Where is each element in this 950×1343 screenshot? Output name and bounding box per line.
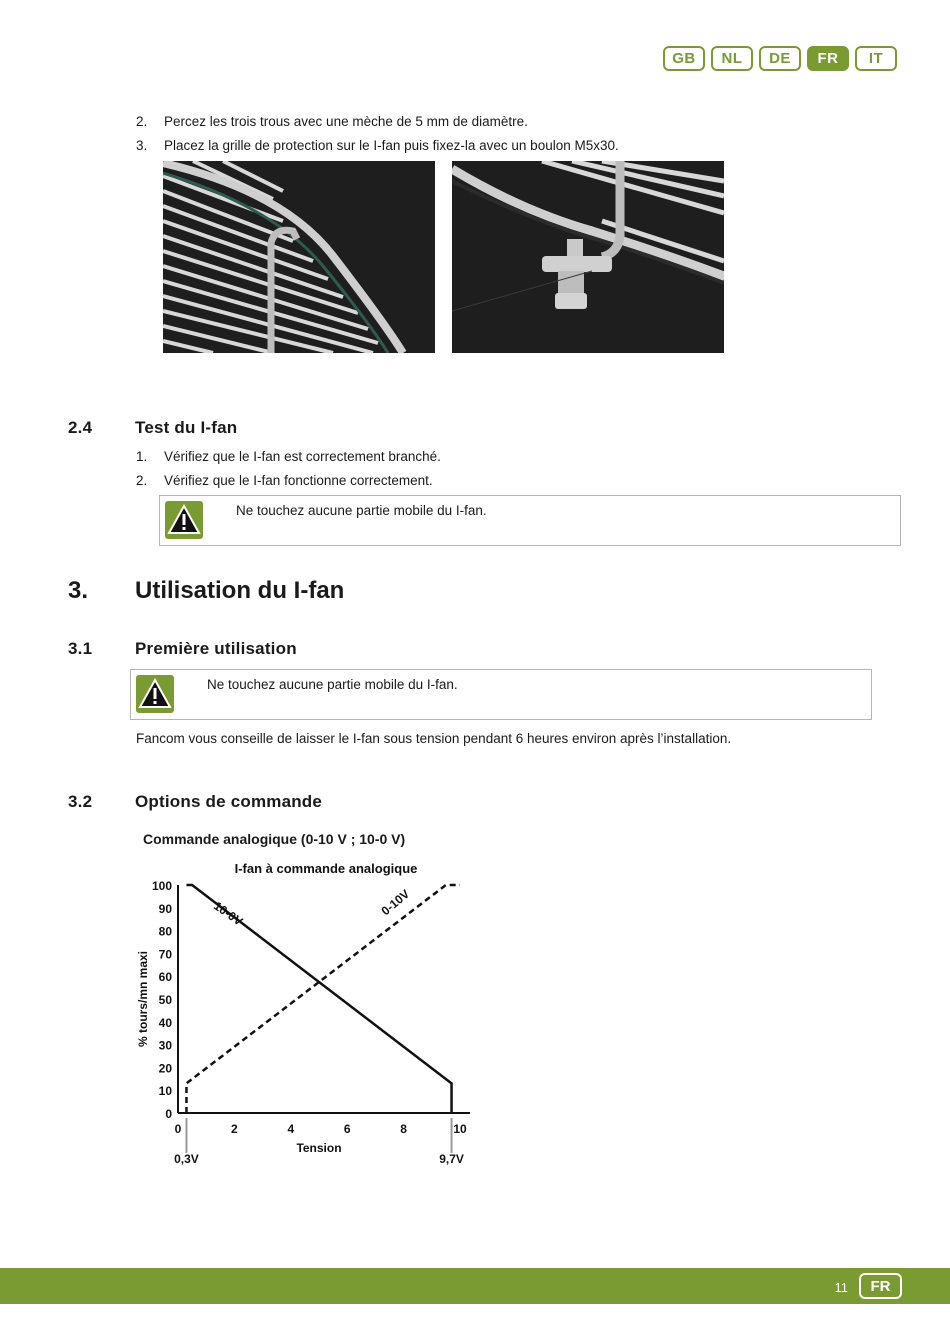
y-tick-label: 100: [151, 879, 172, 893]
warning-text: Ne touchez aucune partie mobile du I-fan.: [236, 503, 487, 518]
language-tab-gb[interactable]: GB: [663, 46, 705, 71]
voltage-marker-label: 9,7V: [439, 1152, 464, 1166]
voltage-marker-label: 0,3V: [174, 1152, 199, 1166]
install-advice-paragraph: Fancom vous conseille de laisser le I-fan sous tension pendant 6 heures environ après l’installation.: [136, 731, 732, 746]
x-tick-label: 4: [287, 1122, 295, 1136]
install-step: 2. Percez les trois trous avec une mèche de 5 mm de diamètre.: [136, 114, 528, 129]
test-step: 2. Vérifiez que le I-fan fonctionne correctement.: [136, 473, 433, 488]
language-tab-de[interactable]: DE: [759, 46, 801, 71]
test-step: 1. Vérifiez que le I-fan est correctement branché.: [136, 449, 441, 464]
bolt-photo-right: [452, 161, 724, 353]
x-tick-label: 8: [400, 1122, 407, 1136]
y-tick-label: 70: [158, 947, 172, 962]
warning-box: [130, 669, 872, 720]
language-tabs: [663, 46, 897, 71]
section-heading-2-4: 2.4 Test du I-fan: [68, 418, 238, 437]
x-tick-label: 0: [174, 1122, 182, 1136]
y-axis-label: % tours/mn maxi: [136, 950, 150, 1048]
y-tick-label: 60: [158, 970, 172, 985]
warning-text: Ne touchez aucune partie mobile du I-fan.: [207, 677, 458, 692]
install-step: 3. Placez la grille de protection sur le I-fan puis fixez-la avec un boulon M5x30.: [136, 138, 619, 153]
series-label-10-0v: 10-0V: [211, 898, 246, 929]
language-tab-it[interactable]: IT: [855, 46, 897, 71]
section-heading-3-2: 3.2 Options de commande: [68, 792, 323, 811]
footer-bar: [0, 1268, 950, 1304]
x-tick-label: 2: [231, 1122, 238, 1136]
chart-caption: Commande analogique (0-10 V ; 10-0 V): [143, 831, 406, 847]
x-tick-label: 6: [343, 1122, 351, 1136]
page-number: 11: [834, 1280, 848, 1295]
analog-control-chart: [130, 855, 490, 1175]
chapter-heading-3: 3. Utilisation du I-fan: [68, 577, 345, 604]
y-tick-label: 50: [158, 993, 172, 1007]
series-label-0-10v: 0-10V: [378, 886, 413, 919]
section-heading-3-1: 3.1 Première utilisation: [68, 639, 297, 658]
warning-icon: [165, 501, 203, 539]
y-tick-label: 90: [158, 901, 172, 916]
grille-photo-left-drawing: [163, 161, 435, 353]
y-tick-label: 40: [158, 1015, 172, 1030]
bolt-photo-right-drawing: [452, 161, 724, 353]
language-tab-nl[interactable]: NL: [711, 46, 753, 71]
y-tick-label: 0: [165, 1107, 172, 1121]
y-tick-label: 80: [158, 924, 172, 939]
warning-icon: [136, 675, 174, 713]
x-axis-label: Tension: [296, 1141, 342, 1155]
grille-photo-left: [163, 161, 435, 353]
chart-title: I-fan à commande analogique: [234, 861, 418, 876]
language-tab-fr[interactable]: FR: [807, 46, 849, 71]
y-tick-label: 30: [158, 1038, 172, 1053]
y-tick-label: 20: [158, 1061, 172, 1076]
y-tick-label: 10: [158, 1084, 172, 1099]
x-tick-label: 10: [453, 1122, 467, 1136]
warning-box: [159, 495, 901, 546]
footer-language-tab: FR: [859, 1273, 902, 1299]
